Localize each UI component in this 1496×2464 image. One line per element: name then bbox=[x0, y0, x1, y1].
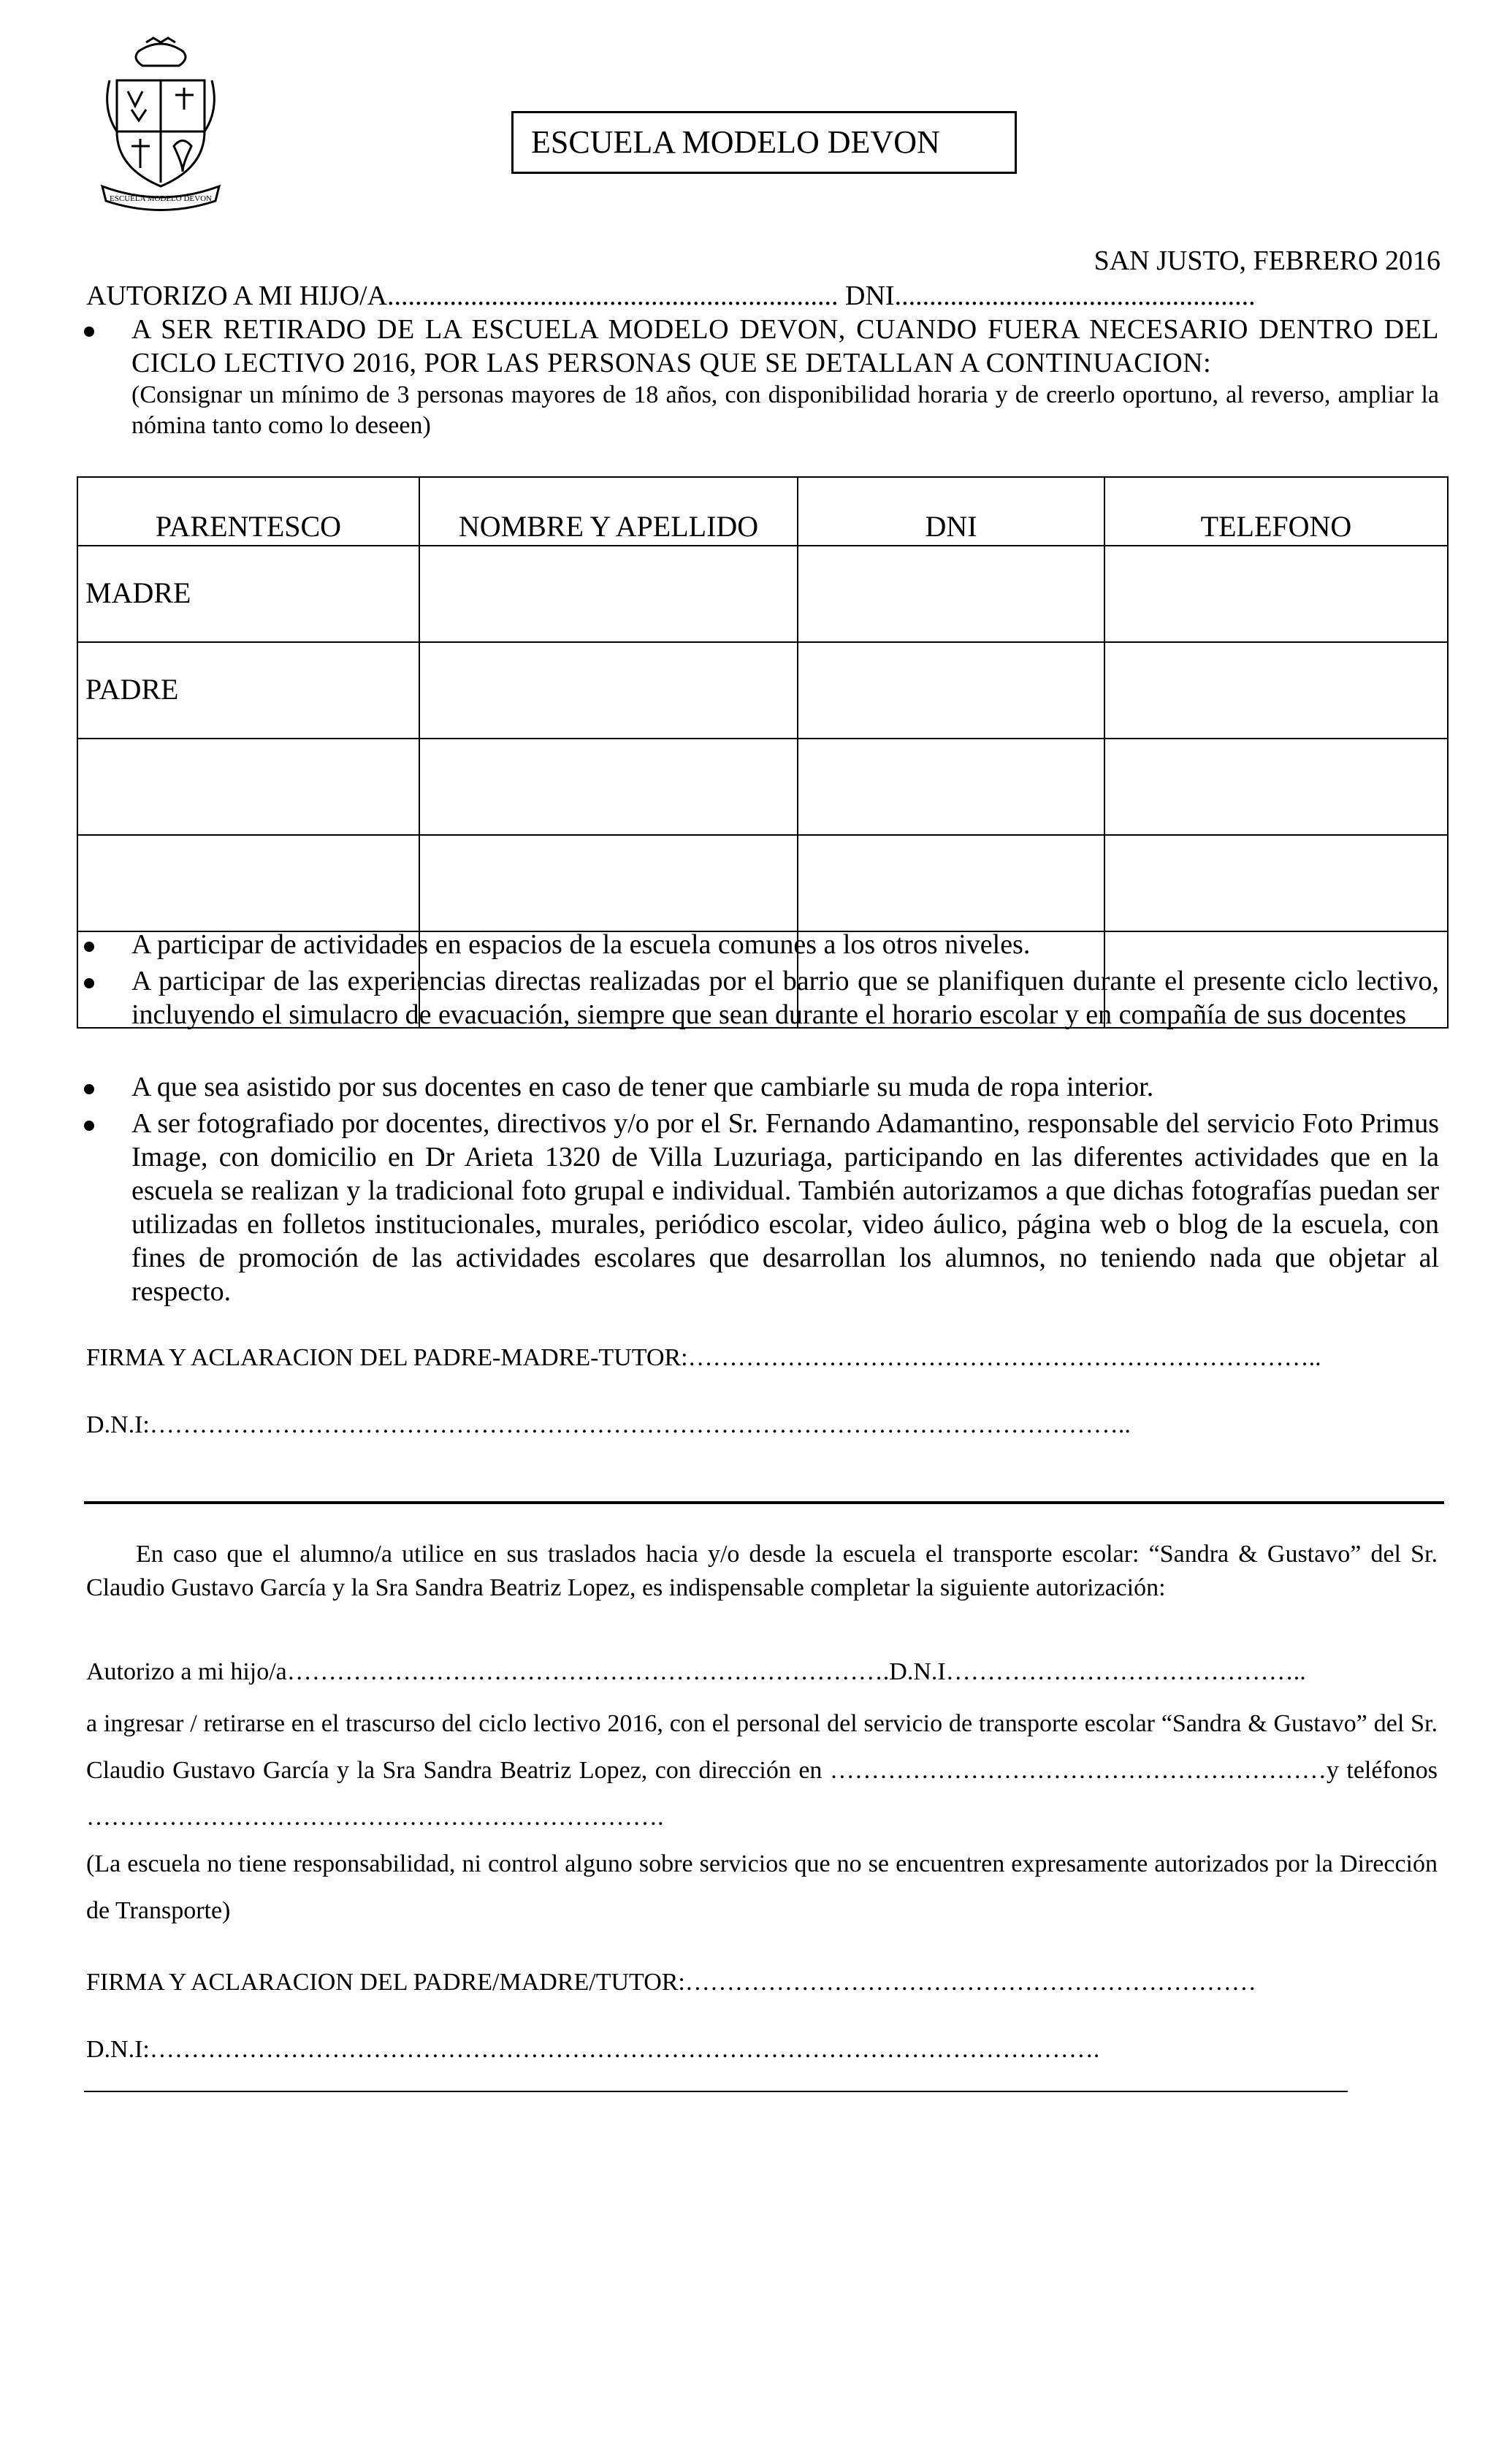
bullet-item bbox=[84, 1107, 1439, 1308]
dni-cell[interactable] bbox=[798, 739, 1104, 835]
phone-cell[interactable] bbox=[1104, 546, 1448, 642]
column-header: NOMBRE Y APELLIDO bbox=[419, 477, 798, 546]
school-name-title: ESCUELA MODELO DEVON bbox=[511, 111, 1017, 174]
signature-line-2[interactable]: FIRMA Y ACLARACION DEL PADRE/MADRE/TUTOR:…………………………………………………………… bbox=[86, 1969, 1256, 1996]
section-divider bbox=[84, 1501, 1444, 1504]
name-cell[interactable] bbox=[419, 835, 798, 931]
bullet-dot bbox=[84, 327, 94, 337]
bullet-text: A que sea asistido por sus docentes en caso de tener que cambiarle su muda de ropa interior. bbox=[131, 1072, 1154, 1102]
column-header: PARENTESCO bbox=[77, 477, 419, 546]
crest-motto: ESCUELA MODELO DEVON bbox=[110, 194, 212, 203]
bullet-item bbox=[84, 313, 1439, 441]
bullet-dot bbox=[84, 942, 94, 952]
transport-child-line[interactable]: Autorizo a mi hijo/a……………………………………………………………….D.N.I…………………………………….. bbox=[86, 1658, 1306, 1685]
name-cell[interactable] bbox=[419, 546, 798, 642]
transport-disclaimer: (La escuela no tiene responsabilidad, ni control alguno sobre servicios que no se encuentren expresamente autorizados por la Dirección de Transporte) bbox=[86, 1850, 1438, 1924]
phone-cell[interactable] bbox=[1104, 642, 1448, 739]
document-date: SAN JUSTO, FEBRERO 2016 bbox=[1094, 245, 1440, 276]
bullet-dot bbox=[84, 978, 94, 988]
relationship-cell: MADRE bbox=[77, 546, 419, 642]
phone-cell[interactable] bbox=[1104, 739, 1448, 835]
name-cell[interactable] bbox=[419, 739, 798, 835]
bullet-text: A participar de actividades en espacios de la escuela comunes a los otros niveles. bbox=[131, 929, 1031, 960]
bullet-dot bbox=[84, 1121, 94, 1131]
bullet-text: A SER RETIRADO DE LA ESCUELA MODELO DEVON, CUANDO FUERA NECESARIO DENTRO DEL CICLO LECTIVO 2016, POR LAS PERSONAS QUE SE DETALLAN A CONTINUACION: bbox=[131, 314, 1439, 378]
school-crest-logo bbox=[95, 37, 226, 212]
bullet-item bbox=[84, 1070, 1439, 1104]
bullet-item bbox=[84, 964, 1439, 1031]
table-row bbox=[77, 739, 1448, 835]
bullet-note: (Consignar un mínimo de 3 personas mayores de 18 años, con disponibilidad horaria y de creerlo oportuno, al reverso, ampliar la nómina tanto como lo deseen) bbox=[131, 381, 1439, 439]
bullet-item bbox=[84, 928, 1439, 961]
table-row bbox=[77, 546, 1448, 642]
transport-intro: En caso que el alumno/a utilice en sus traslados hacia y/o desde la escuela el transporte escolar: “Sandra & Gustavo” del Sr. Claudio Gustavo García y la Sra Sandra Beatriz Lopez, es indispensable completar la siguiente autorización: bbox=[86, 1541, 1438, 1601]
dni-cell[interactable] bbox=[798, 642, 1104, 739]
dni-cell[interactable] bbox=[798, 546, 1104, 642]
table-row bbox=[77, 642, 1448, 739]
bullet-text: A participar de las experiencias directas realizadas por el barrio que se planifiquen durante el presente ciclo lectivo, incluyendo el simulacro de evacuación, siempre que sean durante el horario escolar y en compañía de sus docentes bbox=[131, 966, 1439, 1030]
relationship-cell: PADRE bbox=[77, 642, 419, 739]
relationship-cell[interactable] bbox=[77, 835, 419, 931]
dni-cell[interactable] bbox=[798, 835, 1104, 931]
authorization-child-line: AUTORIZO A MI HIJO/A................................................................. DNI.................................................... bbox=[86, 281, 1256, 311]
transport-authorization-body: a ingresar / retirarse en el trascurso del ciclo lectivo 2016, con el personal del servicio de transporte escolar “Sandra & Gustavo” del Sr. Claudio Gustavo García y la Sra Sandra Beatriz Lopez, con dirección en ……………………………………………………y teléfonos ……………………………………………………………. bbox=[86, 1710, 1438, 1831]
column-header: DNI bbox=[798, 477, 1104, 546]
table-header-row bbox=[77, 477, 1448, 546]
phone-cell[interactable] bbox=[1104, 835, 1448, 931]
bullet-text: A ser fotografiado por docentes, directivos y/o por el Sr. Fernando Adamantino, responsable del servicio Foto Primus Image, con domicilio en Dr Arieta 1320 de Villa Luzuriaga, participando en las diferentes actividades que en la escuela se realizan y la tradicional foto grupal e individual. También autorizamos a que dichas fotografías puedan ser utilizadas en folletos institucionales, murales, periódico escolar, video áulico, página web o blog de la escuela, con fines de promoción de las actividades escolares que desarrollan los alumnos, no teniendo nada que objetar al respecto. bbox=[131, 1108, 1439, 1307]
column-header: TELEFONO bbox=[1104, 477, 1448, 546]
dni-line-2[interactable]: D.N.I:……………………………………………………………………………………………………. bbox=[86, 2036, 1100, 2063]
bullet-dot bbox=[84, 1084, 94, 1094]
relationship-cell[interactable] bbox=[77, 739, 419, 835]
bottom-rule bbox=[84, 2091, 1348, 2092]
dni-line-1[interactable]: D.N.I:……………………………………………………………………………………………………….. bbox=[86, 1411, 1131, 1438]
table-row bbox=[77, 835, 1448, 931]
name-cell[interactable] bbox=[419, 642, 798, 739]
signature-line-1[interactable]: FIRMA Y ACLARACION DEL PADRE-MADRE-TUTOR:………………………………………………………………….. bbox=[86, 1344, 1321, 1371]
